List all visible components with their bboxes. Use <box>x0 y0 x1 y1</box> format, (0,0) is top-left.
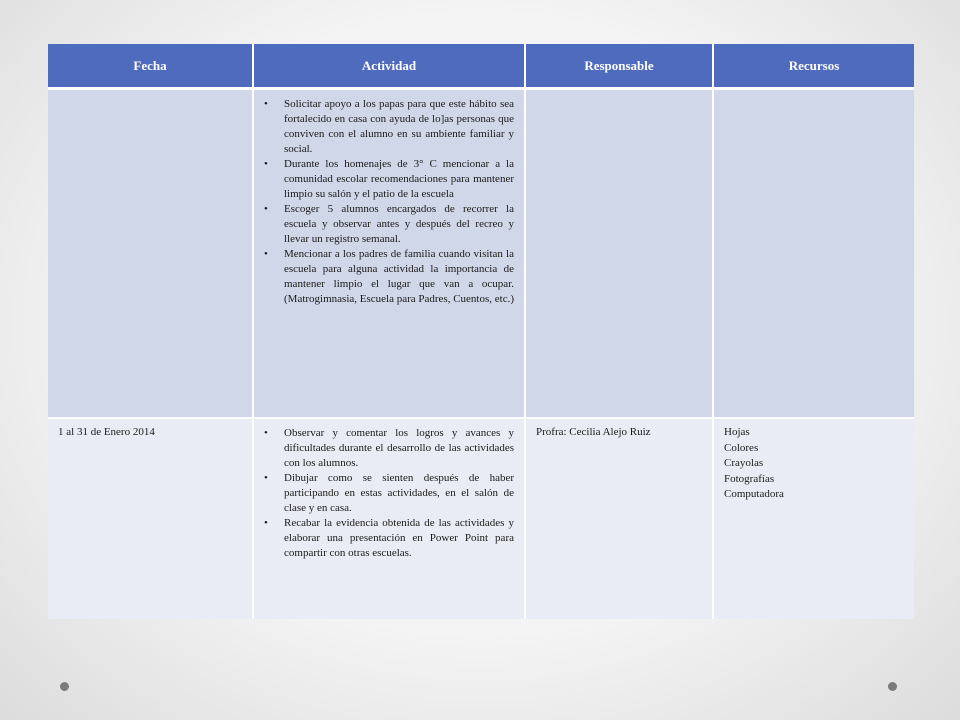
resource-item: Hojas <box>724 426 750 438</box>
header-responsable: Responsable <box>525 44 713 89</box>
activity-item: • Observar y comentar los logros y avances y dificultades durante el desarrollo de las actividades con los alumnos. <box>284 426 514 471</box>
header-fecha: Fecha <box>48 44 253 89</box>
fecha-text: 1 al 31 de Enero 2014 <box>58 426 155 438</box>
fecha-cell <box>48 89 253 419</box>
activity-item: • Mencionar a los padres de familia cuando visitan la escuela para alguna actividad la importancia de mantener limpio el lugar que van a ocupar. (Matrogimnasia, Escuela para Padres, Cuentos, etc.) <box>284 247 514 307</box>
activity-list <box>254 419 524 565</box>
recursos-cell <box>713 89 914 419</box>
header-actividad: Actividad <box>253 44 525 89</box>
responsable-cell <box>525 418 713 619</box>
responsable-text: Profra: Cecilia Alejo Ruiz <box>536 426 651 438</box>
activity-item: • Dibujar como se sienten después de haber participando en estas actividades, en el salón de clase y en casa. <box>284 471 514 516</box>
resource-list <box>714 419 914 509</box>
actividad-cell <box>253 418 525 619</box>
resource-item: Colores <box>724 441 759 454</box>
activity-list <box>254 90 524 311</box>
activity-item: • Solicitar apoyo a los papas para que este hábito sea fortalecido en casa con ayuda de lo]as personas que conviven con el alumno en su ambiente familiar y social. <box>284 97 514 157</box>
table-header-row <box>48 44 914 89</box>
responsable-text <box>526 90 712 102</box>
table-row <box>48 418 914 619</box>
resource-item: Crayolas <box>724 457 764 469</box>
header-recursos: Recursos <box>713 44 914 89</box>
recursos-cell <box>713 418 914 619</box>
decorative-dot-icon <box>888 682 897 691</box>
activity-plan-table <box>48 44 914 619</box>
actividad-cell <box>253 89 525 419</box>
activity-item: • Recabar la evidencia obtenida de las actividades y elaborar una presentación en Power Point para compartir con otras escuelas. <box>284 516 514 561</box>
table-row <box>48 89 914 419</box>
fecha-text <box>48 90 252 102</box>
activity-item: • Durante los homenajes de 3° C mencionar a la comunidad escolar recomendaciones para mantener limpio su salón y el patio de la escuela <box>284 157 514 202</box>
resource-item: Fotografías <box>724 472 775 485</box>
resource-item: Computadora <box>724 488 784 500</box>
responsable-cell <box>525 89 713 419</box>
activity-item: • Escoger 5 alumnos encargados de recorrer la escuela y observar antes y después del recreo y llevar un registro semanal. <box>284 202 514 247</box>
decorative-dot-icon <box>60 682 69 691</box>
fecha-cell <box>48 418 253 619</box>
